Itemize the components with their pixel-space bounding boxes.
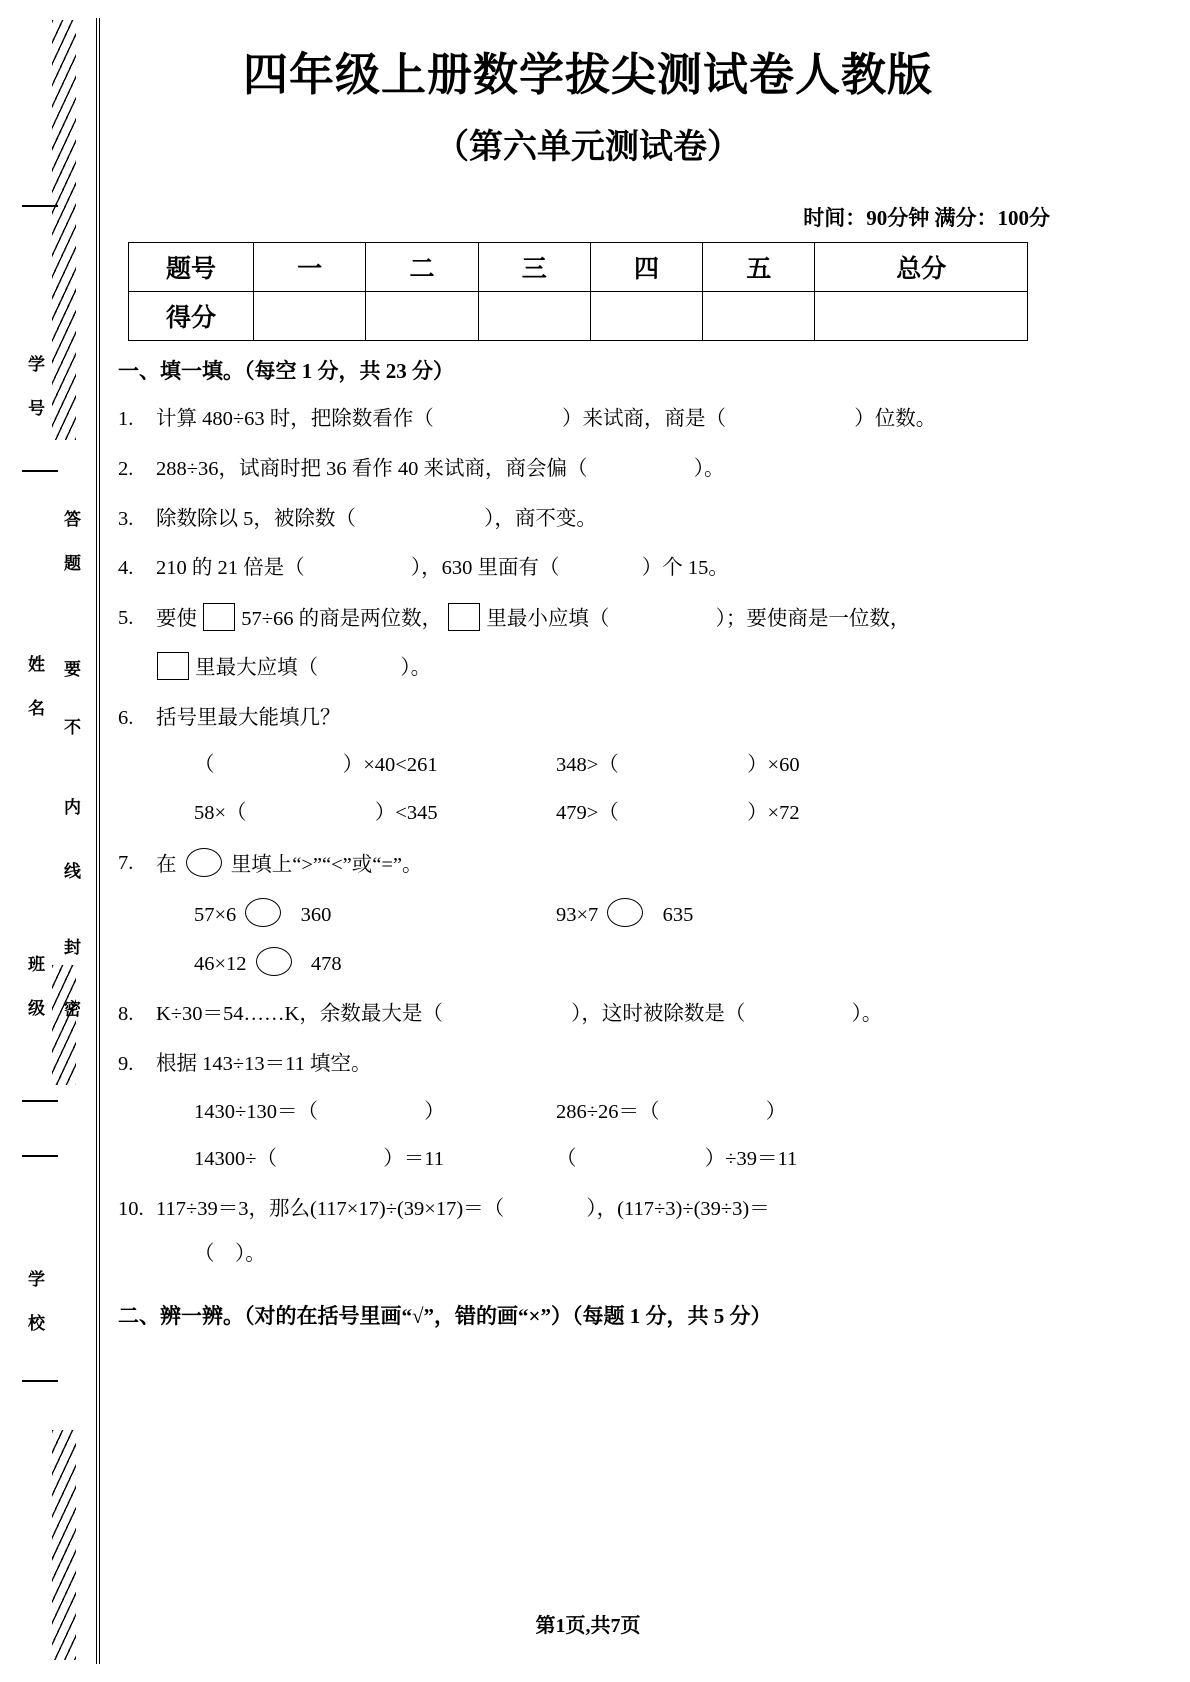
question-text: 210 的 21 倍是（ — [156, 557, 305, 580]
question-6-item-1 — [156, 750, 556, 781]
section-heading-2: 二、辨一辨。（对的在括号里画“√”，错的画“×”）（每题 1 分，共 5 分） — [118, 1303, 772, 1328]
question-7-item-1 — [156, 898, 556, 931]
question-4 — [118, 553, 1058, 584]
question-text: 478 — [310, 953, 342, 976]
hatch-middle — [52, 965, 76, 1085]
question-text: ）×72 — [747, 802, 800, 824]
question-text: ），商不变。 — [484, 507, 597, 530]
score-table-header-cell: 二 — [366, 243, 478, 292]
question-text: ）÷39＝11 — [704, 1148, 798, 1171]
page-footer: 第1页,共7页 — [535, 1615, 641, 1637]
question-6-item-2 — [556, 750, 800, 781]
score-table-row-label: 得分 — [129, 292, 254, 341]
score-table — [128, 242, 1028, 341]
side-label-bu: 不 — [61, 718, 80, 739]
question-text: ）。 — [400, 656, 432, 679]
score-input-cell[interactable] — [815, 292, 1028, 341]
question-text: （ — [556, 1148, 577, 1171]
margin-divider-5 — [22, 1380, 58, 1382]
question-5-line2 — [156, 652, 1058, 684]
side-label-school: 学 校 — [25, 1270, 44, 1335]
question-text: 286÷26＝（ — [556, 1100, 660, 1123]
question-text: ）<345 — [374, 802, 438, 824]
margin-rule-line-1 — [96, 18, 97, 1664]
hatch-bottom — [52, 1430, 76, 1660]
question-6-item-3 — [156, 798, 556, 829]
score-input-cell[interactable] — [478, 292, 590, 341]
time-and-total-score: 时间：90分钟 满分：100分 — [803, 206, 1050, 230]
score-input-cell[interactable] — [366, 292, 478, 341]
question-6 — [118, 703, 1058, 829]
question-10-line2 — [156, 1239, 1058, 1270]
side-label-yao: 要 — [61, 660, 80, 681]
question-text: 348>（ — [556, 754, 619, 777]
question-text: 46×12 — [194, 953, 247, 976]
section-heading-1: 一、填一填。（每空 1 分，共 23 分） — [118, 359, 454, 383]
question-number: 1. — [118, 408, 134, 430]
fill-box-icon[interactable] — [448, 603, 480, 631]
question-text: 1430÷130＝（ — [194, 1100, 319, 1123]
fill-circle-icon[interactable] — [186, 848, 222, 877]
question-text: ）位数。 — [854, 408, 937, 430]
question-text: 57×6 — [194, 903, 237, 926]
question-number: 6. — [118, 706, 134, 729]
table-row-scores — [129, 292, 1028, 341]
score-table-header-cell: 一 — [254, 243, 366, 292]
side-label-nei: 内 — [61, 798, 80, 819]
question-text: 58×（ — [194, 802, 247, 824]
question-text: K÷30＝54……K，余数最大是（ — [156, 1003, 443, 1025]
question-number: 3. — [118, 507, 134, 530]
question-text: 288÷36，试商时把 36 看作 40 来试商，商会偏（ — [156, 457, 588, 480]
question-7-row-1 — [156, 898, 1058, 931]
side-label-line: 线 — [61, 862, 80, 883]
question-9-row-2 — [156, 1144, 1058, 1175]
side-label-student-id: 学 号 — [25, 355, 44, 420]
score-table-header-cell: 总分 — [815, 243, 1028, 292]
side-label-name: 姓 名 — [25, 655, 44, 720]
question-text: 360 — [300, 903, 332, 926]
margin-divider-1 — [22, 205, 58, 207]
question-text: 在 — [156, 853, 177, 876]
question-text: ）。 — [851, 1003, 883, 1025]
score-table-header-cell: 题号 — [129, 243, 254, 292]
side-label-answer: 答 题 — [61, 510, 80, 575]
question-7-row-2 — [156, 947, 1058, 980]
question-9-item-2 — [556, 1097, 786, 1128]
question-1 — [118, 404, 1058, 435]
question-6-item-4 — [556, 798, 800, 829]
question-text: （ — [194, 754, 215, 777]
question-number: 9. — [118, 1052, 134, 1075]
hatch-top — [52, 20, 76, 440]
question-6-row-1 — [156, 750, 1058, 781]
question-7 — [118, 848, 1058, 980]
question-text: ），(117÷3)÷(39÷3)＝ — [586, 1198, 770, 1220]
question-3 — [118, 504, 1058, 535]
margin-divider-2 — [22, 470, 58, 472]
side-label-mi: 密 — [61, 1000, 80, 1021]
question-number: 4. — [118, 557, 134, 580]
margin-divider-3 — [22, 1100, 58, 1102]
question-number: 8. — [118, 1003, 134, 1025]
question-text: 计算 480÷63 时，把除数看作（ — [156, 408, 434, 430]
question-9-item-4 — [556, 1144, 797, 1175]
question-text: 根据 143÷13＝11 填空。 — [156, 1052, 372, 1075]
question-9-row-1 — [156, 1097, 1058, 1128]
side-label-seal: 封 — [61, 938, 80, 959]
side-label-class: 班 级 — [25, 955, 44, 1020]
margin-divider-4 — [22, 1155, 58, 1157]
question-text: ）来试商，商是（ — [562, 408, 727, 430]
question-text: 117÷39＝3，那么(117×17)÷(39×17)＝（ — [156, 1198, 505, 1220]
question-8 — [118, 999, 1058, 1030]
question-text: ），630 里面有（ — [410, 557, 560, 580]
fill-box-icon[interactable] — [203, 603, 235, 631]
exam-page — [118, 0, 1058, 1682]
score-input-cell[interactable] — [590, 292, 702, 341]
question-number: 7. — [118, 851, 134, 874]
fill-circle-icon[interactable] — [256, 947, 292, 976]
question-text: ） — [424, 1100, 445, 1123]
question-text: 里填上“>”“<”或“=”。 — [230, 853, 423, 876]
question-text: 57÷66 的商是两位数， — [241, 608, 443, 630]
question-text: 除数除以 5，被除数（ — [156, 507, 356, 530]
question-text: 要使 — [156, 608, 197, 630]
score-table-header-cell: 五 — [703, 243, 815, 292]
question-text: ），这时被除数是（ — [571, 1003, 746, 1025]
fill-circle-icon[interactable] — [245, 898, 281, 927]
question-text: 93×7 — [556, 903, 599, 926]
score-input-cell[interactable] — [703, 292, 815, 341]
question-9-item-3 — [156, 1144, 556, 1175]
margin-hatch-strip — [52, 0, 76, 1682]
question-text: 635 — [662, 903, 694, 926]
question-9-item-1 — [156, 1097, 556, 1128]
fill-box-icon[interactable] — [157, 652, 189, 680]
score-table-header-cell: 四 — [590, 243, 702, 292]
question-text: ）；要使商是一位数， — [715, 608, 911, 630]
question-text: ）＝11 — [383, 1148, 445, 1171]
question-text: ）个 15。 — [641, 557, 729, 580]
question-10 — [118, 1194, 1058, 1270]
question-number: 10. — [118, 1198, 144, 1220]
question-text: ）。 — [693, 457, 725, 480]
question-7-item-2 — [556, 898, 693, 931]
question-text: ）×60 — [747, 754, 800, 777]
score-input-cell[interactable] — [254, 292, 366, 341]
question-number: 5. — [118, 607, 134, 629]
question-5 — [118, 603, 1058, 684]
question-text: 括号里最大能填几？ — [156, 706, 341, 729]
question-text: ）×40<261 — [342, 754, 438, 777]
margin-rule-line-2 — [99, 18, 100, 1664]
answer-blank[interactable]: （ ）。 — [194, 1242, 266, 1265]
question-6-row-2 — [156, 798, 1058, 829]
fill-circle-icon[interactable] — [607, 898, 643, 927]
table-row-headers — [129, 243, 1028, 292]
page-subtitle: （第六单元测试卷） — [435, 127, 741, 167]
score-table-header-cell: 三 — [478, 243, 590, 292]
question-text: 里最小应填（ — [486, 608, 610, 630]
question-text: ） — [765, 1100, 787, 1123]
question-9 — [118, 1049, 1058, 1175]
question-2 — [118, 454, 1058, 485]
question-text: 里最大应填（ — [195, 656, 319, 679]
page-title: 四年级上册数学拔尖测试卷人教版 — [242, 48, 933, 101]
question-text: 14300÷（ — [194, 1148, 278, 1171]
question-text: 479>（ — [556, 802, 619, 824]
question-number: 2. — [118, 457, 134, 480]
